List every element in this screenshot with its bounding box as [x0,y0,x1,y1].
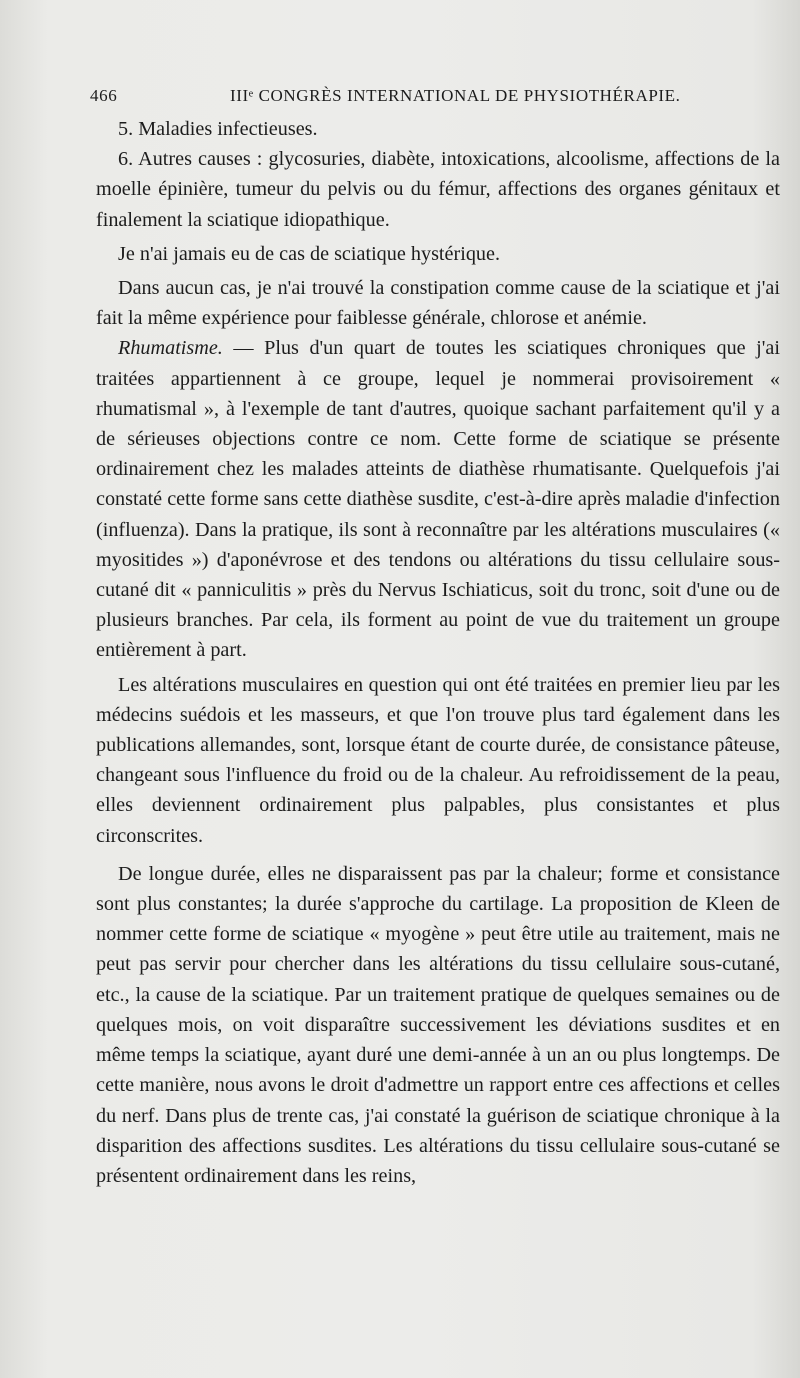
list-item-other-causes: 6. Autres causes : glycosuries, diabète, intoxications, alcoolisme, affections de la moelle épinière, tumeur du pelvis ou du fémur, affections des organes génitaux et finalement la sciatique idiopathique. [96,148,780,231]
running-header [90,86,780,106]
paragraph-rhumatisme [96,333,780,665]
list-item-infectious: 5. Maladies infectieuses. [118,118,318,140]
section-lead-rhumatisme: Rhumatisme. [118,337,223,360]
paragraph-constipation: Dans aucun cas, je n'ai trouvé la constipation comme cause de la sciatique et j'ai fait la même expérience pour faiblesse générale, chlorose et anémie. [96,277,780,330]
paragraph-hysteric: Je n'ai jamais eu de cas de sciatique hystérique. [118,242,501,265]
running-title: IIIᵉ CONGRÈS INTERNATIONAL DE PHYSIOTHÉRAPIE. [230,86,681,105]
body-text [96,114,780,1191]
paragraph-rhumatisme-text: — Plus d'un quart de toutes les sciatiques chroniques que j'ai traitées appartiennent à ce groupe, lequel je nommerai provisoirement « rhumatismal », à l'exemple de tant d'autres, quoique sachant parfaitement qu'il y a de sérieuses objections contre ce nom. Cette forme de sciatique se présente ordinairement chez les malades atteints de diathèse rhumatisante. Quelquefois j'ai constaté cette forme sans cette diathèse susdite, c'est-à-dire après maladie d'infection (influenza). Dans la pratique, ils sont à reconnaître par les altérations musculaires (« myositides ») d'aponévrose et des tendons ou altérations du tissu cellulaire sous-cutané dit « panniculitis » près du Nervus Ischiaticus, soit du tronc, soit d'une ou de plusieurs branches. Par cela, ils forment au point de vue du traitement un groupe entièrement à part. [96,337,780,662]
page-number: 466 [90,86,118,105]
paragraph-alterations: Les altérations musculaires en question qui ont été traitées en premier lieu par les médecins suédois et les masseurs, et que l'on trouve plus tard également dans les publications allemandes, sont, lorsque étant de courte durée, de consistance pâteuse, changeant sous l'influence du froid ou de la chaleur. Au refroidissement de la peau, elles deviennent ordinairement plus palpables, plus consistantes et plus circonscrites. [96,673,780,847]
paragraph-longue-duree: De longue durée, elles ne disparaissent pas par la chaleur; forme et consistance sont plus constantes; la durée s'approche du cartilage. La proposition de Kleen de nommer cette forme de sciatique « myogène » peut être utile au traitement, mais ne peut pas servir pour chercher dans les altérations du tissu cellulaire sous-cutané, etc., la cause de la sciatique. Par un traitement pratique de quelques semaines ou de quelques mois, on voit disparaître successivement les déviations susdites et en même temps la sciatique, ayant duré une demi-année à un an ou plus longtemps. De cette manière, nous avons le droit d'admettre un rapport entre ces affections et celles du nerf. Dans plus de trente cas, j'ai constaté la guérison de sciatique chronique à la disparition des affections susdites. Les altérations du tissu cellulaire sous-cutané se présentent ordinairement dans les reins, [96,862,780,1187]
